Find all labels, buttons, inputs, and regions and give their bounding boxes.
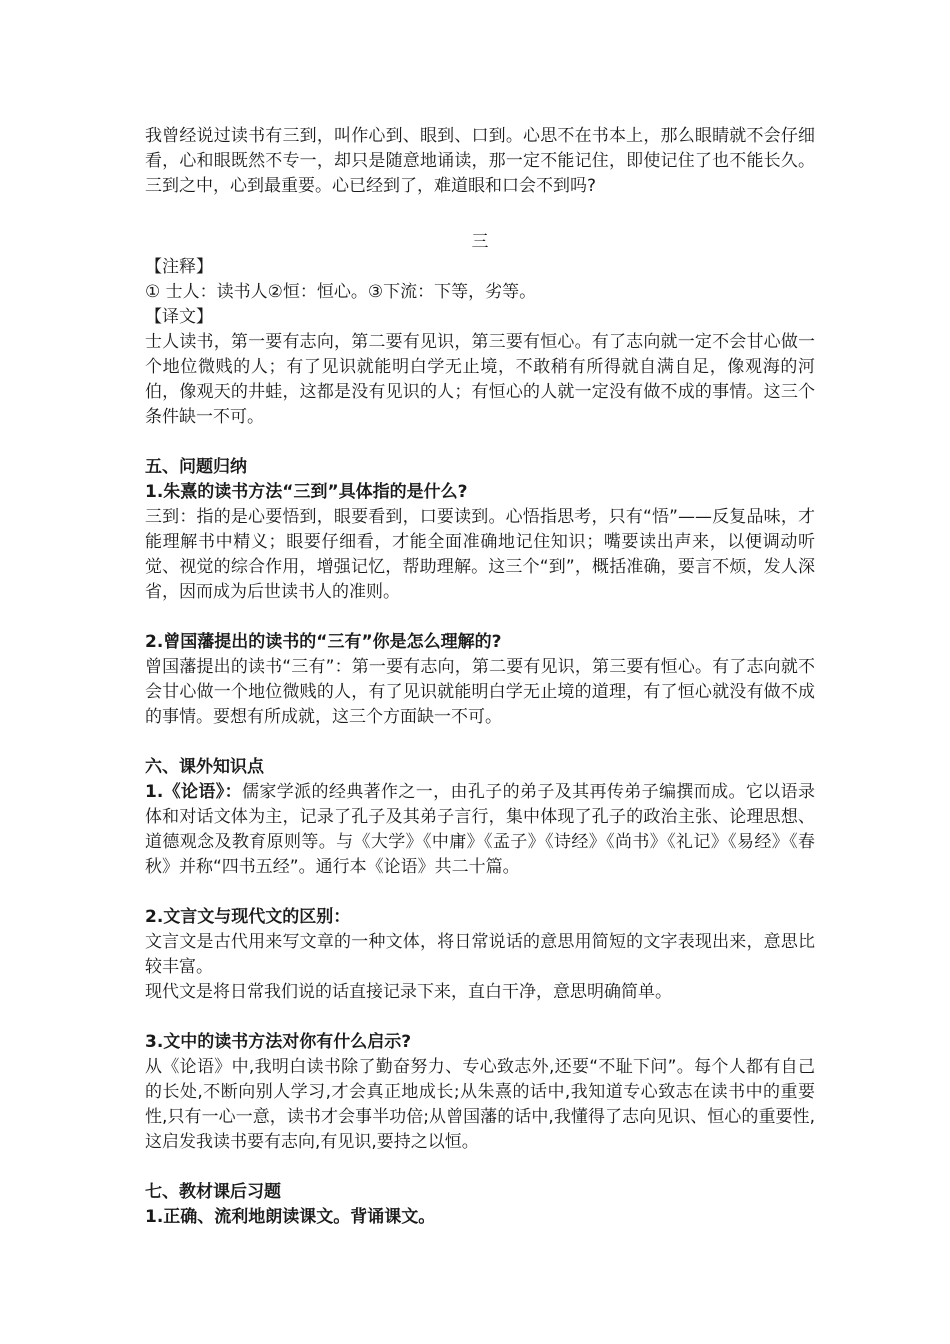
knowledge-three-text: 从《论语》中,我明白读书除了勤奋努力、专心致志外,还要“不耻下问”。每个人都有自己的长处,不断向别人学习,才会真正地成长;从朱熹的话中,我知道专心致志在读书中的重要性,只有一心一意，读书才会事半功倍;从曾国藩的话中,我懂得了志向见识、恒心的重要性,这启发我读书要有志向,有见识,要持之以恒。	[145, 1057, 815, 1152]
exercise-one: 1.正确、流利地朗读课文。背诵课文。	[145, 1207, 436, 1227]
knowledge-two-text-classical: 文言文是古代用来写文章的一种文体，将日常说话的意思用简短的文字表现出来，意思比较丰富。	[145, 932, 815, 977]
translation-heading: 【译文】	[145, 307, 213, 327]
knowledge-one	[145, 780, 815, 880]
question-one: 1.朱熹的读书方法“三到”具体指的是什么?	[145, 482, 468, 502]
section-seven-heading: 七、教材课后习题	[145, 1182, 281, 1202]
question-two: 2.曾国藩提出的读书的“三有”你是怎么理解的?	[145, 632, 502, 652]
section-five-heading: 五、问题归纳	[145, 457, 247, 477]
intro-translation: 我曾经说过读书有三到，叫作心到、眼到、口到。心思不在书本上，那么眼睛就不会仔细看，心和眼既然不专一，却只是随意地诵读，那一定不能记住，即使记住了也不能长久。三到之中，心到最重要。心已经到了，难道眼和口会不到吗?	[145, 126, 815, 196]
content-column	[145, 124, 815, 1230]
notes-heading: 【注释】	[145, 257, 213, 277]
answer-two: 曾国藩提出的读书“三有”：第一要有志向，第二要有见识，第三要有恒心。有了志向就不会甘心做一个地位微贱的人，有了见识就能明白学无止境的道理，有了恒心就没有做不成的事情。要想有所成就，这三个方面缺一不可。	[145, 657, 815, 727]
answer-one: 三到：指的是心要悟到，眼要看到，口要读到。心悟指思考，只有“悟”——反复品味，才能理解书中精义；眼要仔细看，才能全面准确地记住知识；嘴要读出声来，以便调动听觉、视觉的综合作用，增强记忆，帮助理解。这三个“到”，概括准确，要言不烦，发人深省，因而成为后世读书人的准则。	[145, 507, 815, 602]
part-three-numeral: 三	[471, 232, 489, 252]
knowledge-one-label: 1.《论语》：	[145, 782, 243, 802]
knowledge-three-heading: 3.文中的读书方法对你有什么启示?	[145, 1032, 412, 1052]
translation-text: 士人读书，第一要有志向，第二要有见识，第三要有恒心。有了志向就一定不会甘心做一个地位微贱的人；有了见识就能明白学无止境，不敢稍有所得就自满自足，像观海的河伯，像观天的井蛙，这都是没有见识的人；有恒心的人就一定没有做不成的事情。这三个条件缺一不可。	[145, 332, 815, 427]
knowledge-two-text-modern: 现代文是将日常我们说的话直接记录下来，直白干净，意思明确简单。	[145, 982, 672, 1002]
knowledge-one-text: 儒家学派的经典著作之一，由孔子的弟子及其再传弟子编撰而成。它以语录体和对话文体为主，记录了孔子及其弟子言行，集中体现了孔子的政治主张、论理思想、道德观念及教育原则等。与《大学》《中庸》《孟子》《诗经》《尚书》《礼记》《易经》《春秋》并称“四书五经”。通行本《论语》共二十篇。	[145, 782, 815, 877]
knowledge-two-heading: 2.文言文与现代文的区别：	[145, 907, 351, 927]
section-six-heading: 六、课外知识点	[145, 757, 264, 777]
notes-text: ① 士人：读书人②恒：恒心。③下流：下等，劣等。	[145, 282, 537, 302]
